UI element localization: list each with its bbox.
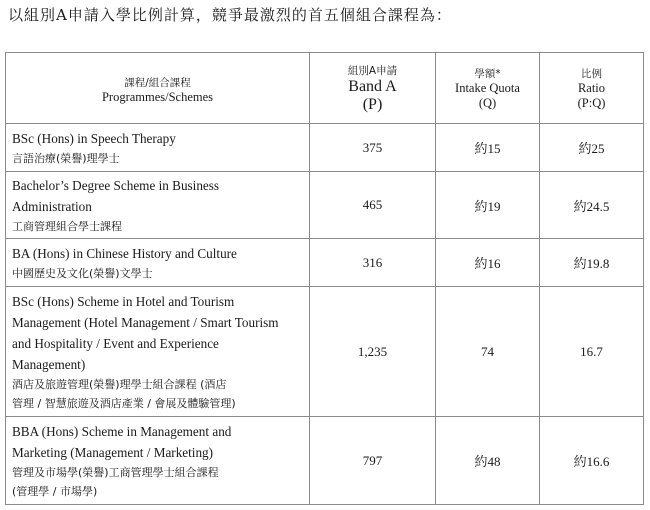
programme-cell [6,239,310,287]
header-programmes-cn: 課程/組合課程 [124,77,191,89]
programme-name-en: BSc (Hons) Scheme in Hotel and Tourism [12,293,235,309]
table-row [6,239,644,287]
table-row [6,287,644,417]
header-programmes-en: Programmes/Schemes [101,90,214,104]
quota-cell: 約19 [436,172,540,239]
programme-name-cn: 管理 / 智慧旅遊及酒店產業 / 會展及體驗管理) [12,396,236,410]
header-band-a-cn: 組別A申請 [347,64,398,77]
quota-cell: 約16 [436,239,540,287]
header-quota-code: (Q) [478,95,497,110]
header-ratio-code: (P:Q) [577,95,606,110]
programme-name-cn: 管理及市場學(榮譽)工商管理學士組合課程 [12,465,219,479]
table-row [6,172,644,239]
header-ratio-cn: 比例 [581,67,602,80]
programme-name-en: Management) [12,356,86,372]
header-band-a-code: (P) [362,95,383,113]
quota-cell: 74 [436,287,540,417]
page-heading: 以組別A申請入學比例計算，競爭最激烈的首五個組合課程為： [8,6,452,24]
ratio-cell: 約25 [540,124,644,172]
band-a-cell: 375 [310,124,436,172]
ratio-cell: 約16.6 [540,417,644,505]
programme-cell [6,287,310,417]
programme-name-cn: 酒店及旅遊管理(榮譽)理學士組合課程 (酒店 [12,377,227,391]
admission-ratio-table [5,52,644,505]
programme-cell [6,417,310,505]
header-quota [436,53,540,124]
band-a-cell: 316 [310,239,436,287]
band-a-cell: 797 [310,417,436,505]
table-row [6,124,644,172]
ratio-cell: 約24.5 [540,172,644,239]
header-ratio-en: Ratio [577,80,606,95]
programme-name-en: BA (Hons) in Chinese History and Culture [12,245,237,261]
header-quota-cn: 學額* [474,67,501,80]
header-quota-en: Intake Quota [455,80,520,95]
header-programmes [6,53,310,124]
quota-cell: 約48 [436,417,540,505]
header-band-a [310,53,436,124]
programme-name-en: Bachelor’s Degree Scheme in Business [12,177,220,193]
programme-name-cn: 中國歷史及文化(榮譽)文學士 [12,266,153,280]
programme-name-cn: (管理學 / 市場學) [12,484,98,498]
programme-name-en: BBA (Hons) Scheme in Management and [12,423,232,439]
ratio-cell: 約19.8 [540,239,644,287]
band-a-cell: 465 [310,172,436,239]
programme-name-en: and Hospitality / Event and Experience [12,335,219,351]
programme-name-en: Administration [12,198,92,214]
table-row [6,417,644,505]
table-header-row [6,53,644,124]
programme-name-cn: 工商管理組合學士課程 [12,219,122,233]
header-band-a-en: Band A [348,77,397,95]
programme-cell [6,172,310,239]
programme-name-en: BSc (Hons) in Speech Therapy [12,130,176,146]
quota-cell: 約15 [436,124,540,172]
header-ratio [540,53,644,124]
programme-name-cn: 言語治療(榮譽)理學士 [12,151,120,165]
ratio-cell: 16.7 [540,287,644,417]
programme-name-en: Management (Hotel Management / Smart Tourism [12,314,279,330]
band-a-cell: 1,235 [310,287,436,417]
programme-cell [6,124,310,172]
programme-name-en: Marketing (Management / Marketing) [12,444,214,460]
